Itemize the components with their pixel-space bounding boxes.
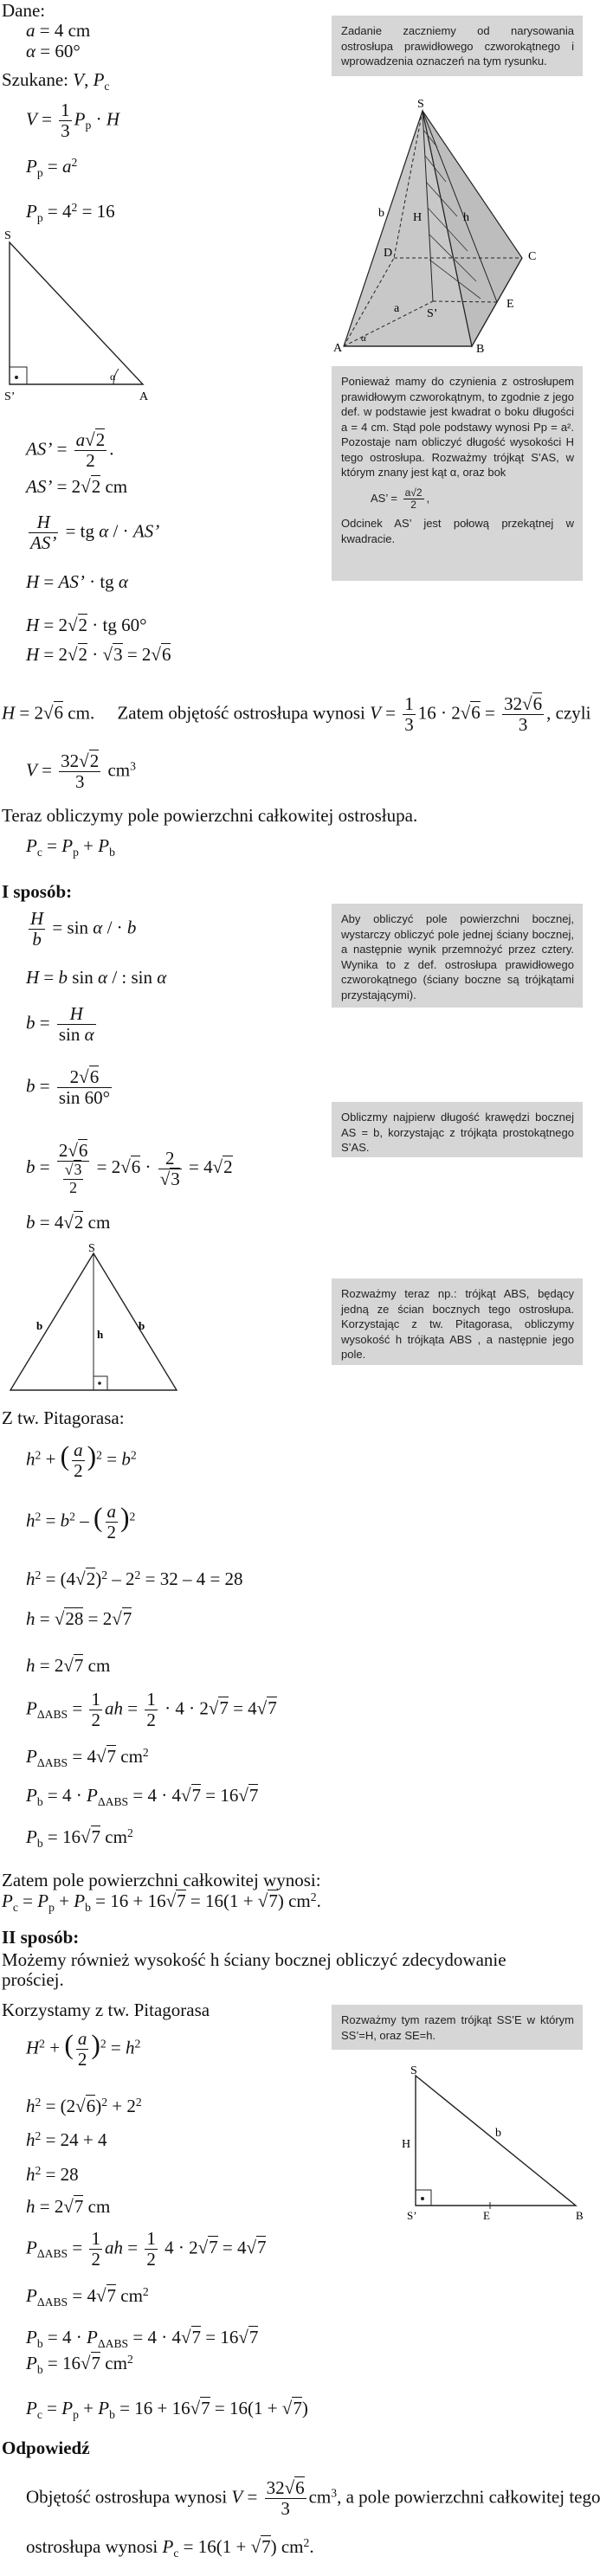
eq-pit3: $h^2 = (4√2)^2 - 2^2 = 32 - 4 = 28$ — [26, 1568, 243, 1589]
svg-text:S: S — [417, 98, 424, 111]
eq-h-sub: H = 2√2 · tg 60° — [26, 615, 147, 635]
method-2-line1: Możemy również wysokość h ściany bocznej obliczyć zdecydowanie — [2, 1949, 506, 1970]
note-face-abs: Rozważmy teraz np.: trójkąt ABS, będący jedną ze ścian bocznych tego ostrosłupa. Korzystając z tw. Pitagorasa, obliczymy wysokość h trójkąta ABS , a następnie jego pole. — [332, 1278, 583, 1365]
eq-as-prime: AS’ = $\frac{a√2}{2}$ . — [26, 429, 114, 472]
svg-text:B: B — [576, 2209, 584, 2222]
volume-line: H = 2√6 cm. Zatem objętość ostrosłupa wynosi V = $\frac{1}{3}$ 16 · 2√6 = $\frac{32√6}{3}$ , czyli — [2, 693, 591, 736]
svg-text:S: S — [88, 1242, 95, 1255]
svg-text:A: A — [139, 390, 149, 403]
svg-text:D: D — [384, 247, 393, 260]
svg-text:α: α — [110, 370, 116, 383]
given-heading: Dane: — [2, 0, 46, 21]
eq-area-abs-cm-ii: $P_{\Delta ABS} = 4√7$ $cm^2$ — [26, 2285, 149, 2309]
eq-h-cm: h = 2√7 cm — [26, 1655, 111, 1676]
svg-text:A: A — [333, 342, 343, 355]
note-height-reasoning: Ponieważ mamy do czynienia z ostrosłupem prawidłowym czworokątnym, to zgodnie z jego def. w podstawie jest kwadrat o boku długości a = 4 cm. Stąd pole podstawy wynosi Pp = a². Pozostaje nam obliczyć długość wysokości H tego ostrosłupa. Rozważmy trójkąt S’AS, w którym znany jest kąt α, oraz bok AS’ = $\frac{a√2}{2}$ , Odcinek AS’ jest połową przekątnej w kwadracie. — [332, 366, 583, 581]
eq-h-sin: H = b sin α / : sin α — [26, 967, 167, 988]
given-a: a = 4 cm — [26, 20, 91, 41]
volume-formula: V = $\frac{1}{3}$ $P_p \cdot H$ — [26, 100, 119, 142]
triangle-ssa-figure — [4, 227, 160, 404]
answer-line1: Objętość ostrosłupa wynosi V = $\frac{32√6}{3}$ $cm^3$, a pole powierzchni całkowitej tego — [26, 2477, 600, 2520]
svg-text:b: b — [36, 1319, 43, 1332]
svg-text:S’: S’ — [427, 307, 438, 320]
eq-h-root: h = √28 = 2√7 — [26, 1608, 132, 1629]
eq-h-ii: h = 2√7 cm — [26, 2196, 111, 2217]
pyramid-figure — [333, 95, 584, 356]
eq-pit-ii4: $h^2 = 28$ — [26, 2164, 79, 2185]
eq-as-prime-value: AS’ = 2√2 cm — [26, 476, 128, 497]
eq-pit-ii1: $H^2$ + ( $\frac{a}{2}$ )$^2 = h^2$ — [26, 2028, 141, 2070]
svg-text:H: H — [413, 211, 423, 224]
note-edge-b: Obliczmy najpierw długość krawędzi bocznej AS = b, korzystając z trójkąta prostokątnego S’AS. — [332, 1102, 583, 1157]
eq-h-val: H = 2√2 · √3 = 2√6 — [26, 644, 171, 665]
method-1-heading: I sposób: — [2, 881, 73, 902]
eq-pit-ii3: $h^2 = 24 + 4$ — [26, 2129, 107, 2150]
eq-b-calc: b = $\frac{2√6}{\frac{√3}{2}}$ = 2√6 · $\frac{2}{√3}$ = 4√2 — [26, 1140, 233, 1196]
eq-tg: $\frac{H}{AS’}$ = tg α / · AS’ — [30, 512, 160, 554]
svg-text:E: E — [506, 298, 514, 311]
eq-area-abs: $P_{\Delta ABS}$ = $\frac{1}{2}$ ah = $\frac{1}{2}$ · 4 · 2√7 = 4√7 — [26, 1689, 277, 1731]
svg-text:b: b — [495, 2127, 501, 2140]
method-2-line2: prościej. — [2, 1969, 64, 1990]
svg-text:S: S — [4, 229, 11, 242]
base-area-value: $P_p = 4^2 = 16$ — [26, 201, 115, 224]
method-2-heading: II sposób: — [2, 1927, 80, 1948]
svg-text:S’: S’ — [4, 390, 16, 403]
eq-pit1: $h^2$ + ( $\frac{a}{2}$ )$^2 = b^2$ — [26, 1439, 137, 1482]
answer-heading: Odpowiedź — [2, 2438, 90, 2458]
eq-pb: $P_b = 4 \cdot P_{\Delta ABS} = 4 \cdot 4√7 = 16√7$ — [26, 1785, 259, 1808]
eq-pb-cm: $P_b = 16√7$ $cm^2$ — [26, 1826, 133, 1850]
sought-heading: Szukane: V, $P_c$ — [2, 69, 110, 93]
svg-text:α: α — [361, 333, 366, 344]
volume-result: V = $\frac{32√2}{3}$ $cm^3$ — [26, 750, 136, 793]
svg-text:h: h — [463, 211, 469, 224]
svg-text:C: C — [528, 250, 537, 263]
total-area-intro: Zatem pole powierzchni całkowitej wynosi: — [2, 1870, 321, 1890]
svg-text:B: B — [476, 343, 485, 356]
svg-text:E: E — [483, 2209, 490, 2222]
svg-text:b: b — [378, 207, 384, 220]
eq-pit2: $h^2 = b^2$ – ( $\frac{a}{2}$ )$^2$ — [26, 1501, 136, 1543]
eq-b-sub: b = $\frac{2√6}{\sin 60^\circ}$ — [26, 1066, 110, 1109]
eq-pb-cm-ii: $P_b = 16√7$ $cm^2$ — [26, 2353, 133, 2376]
svg-text:S’: S’ — [407, 2209, 417, 2222]
eq-h-def: H = AS’ · tg α — [26, 571, 128, 592]
svg-text:h: h — [97, 1328, 104, 1341]
surface-intro: Teraz obliczymy pole powierzchni całkowitej ostrosłupa. — [2, 805, 418, 826]
eq-pit-ii2: $h^2 = (2√6)^2 + 2^2$ — [26, 2096, 142, 2116]
svg-text:S: S — [410, 2064, 417, 2077]
total-area-line: $P_c = P_p + P_b = 16 + 16√7 = 16(1 + √7)$ $cm^2$. — [2, 1890, 321, 1914]
eq-area-abs-ii: $P_{\Delta ABS}$ = $\frac{1}{2}$ ah = $\frac{1}{2}$ 4 · 2√7 = 4√7 — [26, 2228, 267, 2270]
svg-text:H: H — [402, 2138, 411, 2151]
eq-b-result: b = 4√2 cm — [26, 1212, 111, 1233]
method-2-pythagoras: Korzystamy z tw. Pitagorasa — [2, 2000, 210, 2020]
eq-pc-ii: $P_c = P_p + P_b = 16 + 16√7 = 16(1 + √7)$ — [26, 2398, 308, 2421]
triangle-abs-figure — [7, 1243, 189, 1394]
eq-pb-ii: $P_b = 4 \cdot P_{\Delta ABS} = 4 \cdot 4√7 = 16√7$ — [26, 2327, 259, 2350]
eq-pc: $P_c = P_p + P_b$ — [26, 835, 115, 859]
base-area-formula: $P_p = a^2$ — [26, 156, 78, 179]
note-drawing: Zadanie zaczniemy od narysowania ostrosłupa prawidłowego czworokątnego i wprowadzenia oznaczeń na tym rysunku. — [332, 16, 583, 76]
eq-sin: $\frac{H}{b}$ = sin α / · b — [30, 908, 137, 950]
answer-line2: ostrosłupa wynosi $P_c = 16(1 + √7)$ $cm^2$. — [26, 2536, 314, 2560]
note-lateral-area: Aby obliczyć pole powierzchni bocznej, wystarczy obliczyć pole jednej ściany bocznej, a następnie wynik przemnożyć przez cztery. Wynika to z def. ostrosłupa prawidłowego czworokątnego (ściany boczne są trójkątami przystającymi). — [332, 904, 583, 1008]
svg-text:a: a — [394, 302, 400, 315]
pythagoras-heading: Z tw. Pitagorasa: — [2, 1407, 125, 1428]
triangle-sse-figure — [398, 2065, 584, 2221]
eq-area-abs-cm: $P_{\Delta ABS} = 4√7$ $cm^2$ — [26, 1746, 149, 1769]
given-alpha: α = 60° — [26, 41, 81, 61]
eq-b-def: b = $\frac{H}{\text{sin α}}$ — [26, 1003, 94, 1046]
svg-text:b: b — [139, 1319, 145, 1332]
note-triangle-sse: Rozważmy tym razem trójkąt SS’E w którym SS’=H, oraz SE=h. — [332, 2005, 583, 2050]
